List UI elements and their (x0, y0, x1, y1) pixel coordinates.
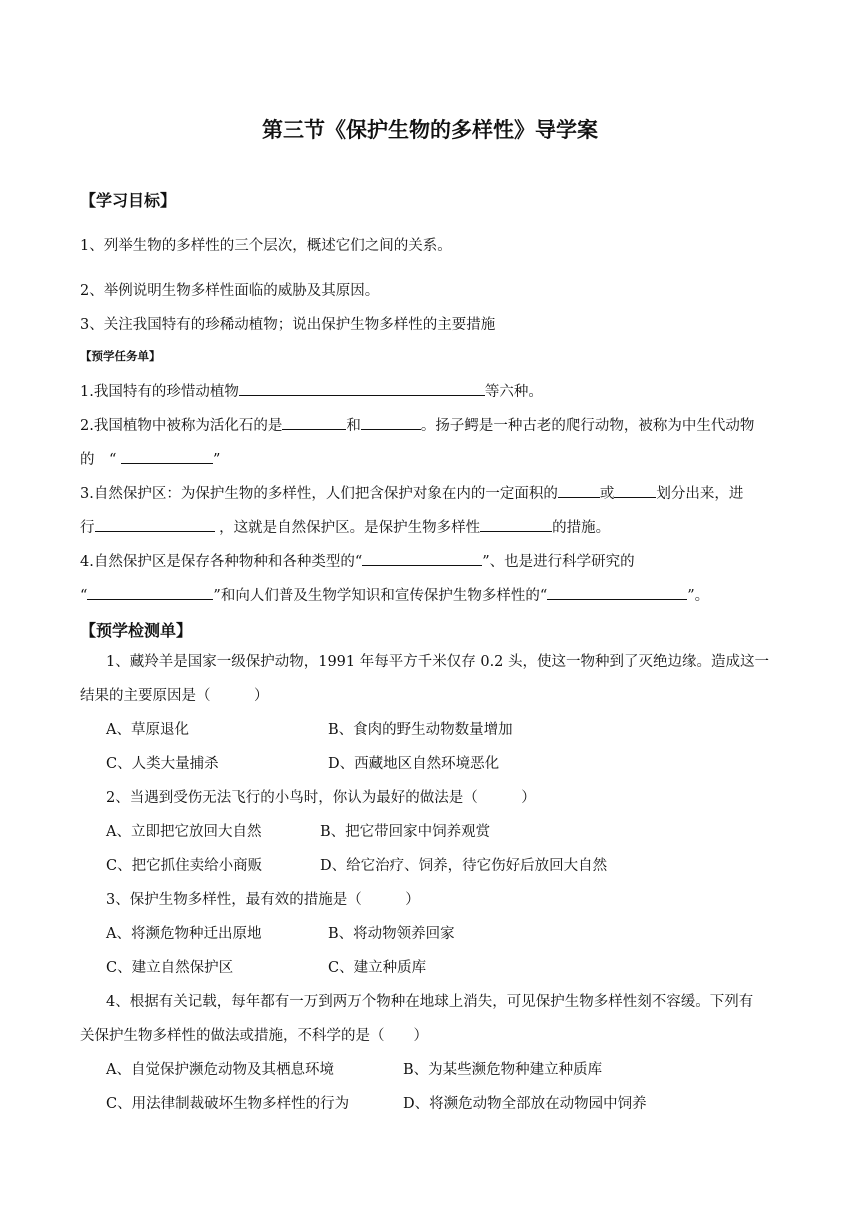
goals-heading: 【学习目标】 (80, 191, 177, 210)
check-question-4: 4、根据有关记载，每年都有一万到两万个物种在地球上消失，可见保护生物多样性刻不容缓。下列有 (106, 994, 754, 1010)
check-question-2: 2、当遇到受伤无法飞行的小鸟时，你认为最好的做法是（ ） (106, 790, 536, 806)
check-question-1: 1、藏羚羊是国家一级保护动物，1991 年每平方千米仅存 0.2 头，使这一物种到了灭绝边缘。造成这一 (106, 654, 770, 670)
preview-question-2-cont: 的 “ ” (80, 448, 220, 470)
fill-blank[interactable] (282, 414, 346, 430)
option-a[interactable]: A、自觉保护濒危动物及其栖息环境 (106, 1062, 334, 1078)
check-question-4-cont: 关保护生物多样性的做法或措施，不科学的是（ ） (80, 1028, 428, 1044)
goal-item: 2、举例说明生物多样性面临的威胁及其原因。 (80, 283, 380, 299)
option-d[interactable]: D、将濒危动物全部放在动物园中饲养 (403, 1096, 647, 1112)
option-c[interactable]: C、用法律制裁破坏生物多样性的行为 (106, 1096, 350, 1112)
option-b[interactable]: B、为某些濒危物种建立种质库 (403, 1062, 603, 1078)
option-a[interactable]: A、立即把它放回大自然 (106, 824, 262, 840)
fill-blank[interactable] (480, 516, 552, 532)
preview-question-4-cont: “ ”和向人们普及生物学知识和宣传保护生物多样性的“ ”。 (80, 584, 709, 606)
goal-item: 3、关注我国特有的珍稀动植物；说出保护生物多样性的主要措施 (80, 317, 496, 333)
fill-blank[interactable] (87, 584, 213, 600)
preview-question-3: 3.自然保护区：为保护生物的多样性，人们把含保护对象在内的一定面积的 或 划分出来，进 (80, 482, 743, 504)
fill-blank[interactable] (239, 380, 485, 396)
option-a[interactable]: A、草原退化 (106, 722, 189, 738)
option-d[interactable]: D、给它治疗、饲养，待它伤好后放回大自然 (320, 858, 608, 874)
option-c[interactable]: C、人类大量捕杀 (106, 756, 219, 772)
option-b[interactable]: B、把它带回家中饲养观赏 (320, 824, 491, 840)
fill-blank[interactable] (547, 584, 687, 600)
page-title: 第三节《保护生物的多样性》导学案 (262, 118, 598, 142)
fill-blank[interactable] (614, 482, 656, 498)
option-c[interactable]: C、建立自然保护区 (106, 960, 234, 976)
check-heading: 【预学检测单】 (80, 621, 193, 640)
option-a[interactable]: A、将濒危物种迁出原地 (106, 926, 262, 942)
preview-question-1: 1.我国特有的珍惜动植物 等六种。 (80, 380, 543, 402)
fill-blank[interactable] (95, 516, 215, 532)
option-b[interactable]: B、将动物领养回家 (328, 926, 455, 942)
option-b[interactable]: B、食肉的野生动物数量增加 (328, 722, 513, 738)
option-d[interactable]: D、西藏地区自然环境恶化 (328, 756, 500, 772)
preview-question-2: 2.我国植物中被称为活化石的是 和 。扬子鳄是一种古老的爬行动物，被称为中生代动物 (80, 414, 754, 436)
preview-heading: 【预学任务单】 (80, 349, 161, 363)
preview-question-3-cont: 行 ，这就是自然保护区。是保护生物多样性 的措施。 (80, 516, 610, 538)
option-d[interactable]: C、建立种质库 (328, 960, 427, 976)
check-question-1-cont: 结果的主要原因是（ ） (80, 688, 269, 704)
fill-blank[interactable] (361, 414, 421, 430)
goal-item: 1、列举生物的多样性的三个层次，概述它们之间的关系。 (80, 238, 452, 254)
fill-blank[interactable] (558, 482, 600, 498)
option-c[interactable]: C、把它抓住卖给小商贩 (106, 858, 263, 874)
preview-question-4: 4.自然保护区是保存各种物种和各种类型的“ ”、也是进行科学研究的 (80, 550, 635, 572)
fill-blank[interactable] (121, 448, 213, 464)
check-question-3: 3、保护生物多样性，最有效的措施是（ ） (106, 892, 420, 908)
fill-blank[interactable] (362, 550, 482, 566)
